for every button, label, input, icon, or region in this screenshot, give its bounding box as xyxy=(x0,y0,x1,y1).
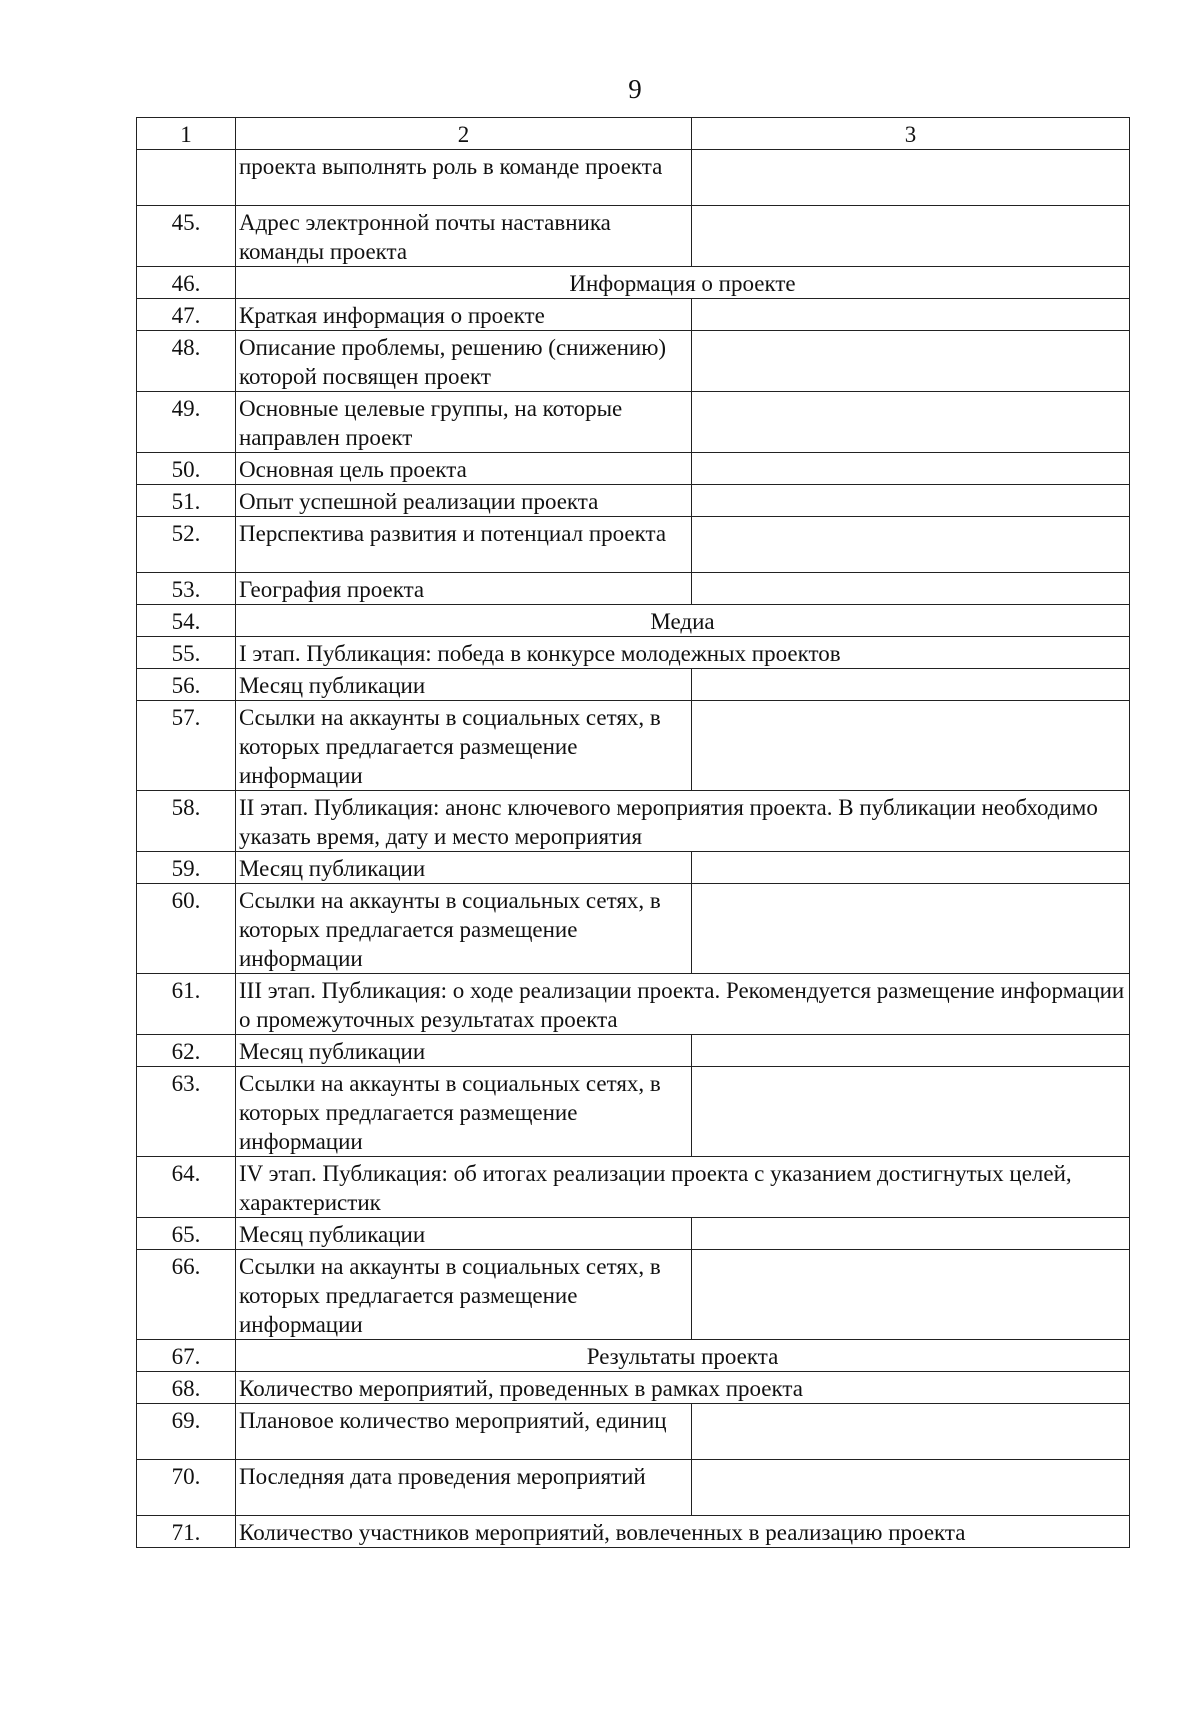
table-row xyxy=(137,1157,1130,1218)
row-number: 53. xyxy=(137,573,236,605)
row-number: 52. xyxy=(137,517,236,573)
row-number: 56. xyxy=(137,669,236,701)
field-value-cell[interactable] xyxy=(692,1067,1130,1157)
table-row xyxy=(137,206,1130,267)
field-value-cell[interactable] xyxy=(692,1250,1130,1340)
table-row xyxy=(137,1372,1130,1404)
field-value-cell[interactable] xyxy=(692,1218,1130,1250)
form-rows xyxy=(137,150,1130,1548)
field-label: Описание проблемы, решению (снижению) которой посвящен проект xyxy=(236,331,692,392)
table-row xyxy=(137,605,1130,637)
row-number: 51. xyxy=(137,485,236,517)
table-row xyxy=(137,1340,1130,1372)
field-value-cell[interactable] xyxy=(692,852,1130,884)
section-heading: Результаты проекта xyxy=(236,1340,1130,1372)
table-row xyxy=(137,517,1130,573)
field-label: Ссылки на аккаунты в социальных сетях, в которых предлагается размещение информации xyxy=(236,1067,692,1157)
row-number: 50. xyxy=(137,453,236,485)
field-label: Месяц публикации xyxy=(236,669,692,701)
row-number: 49. xyxy=(137,392,236,453)
page-number: 9 xyxy=(628,74,642,104)
row-number: 59. xyxy=(137,852,236,884)
table-row xyxy=(137,974,1130,1035)
field-label: Ссылки на аккаунты в социальных сетях, в которых предлагается размещение информации xyxy=(236,1250,692,1340)
field-label: Основные целевые группы, на которые направлен проект xyxy=(236,392,692,453)
column-number-header-row xyxy=(137,118,1130,150)
row-number: 63. xyxy=(137,1067,236,1157)
column-header-2: 2 xyxy=(236,118,692,150)
field-label: Месяц публикации xyxy=(236,1218,692,1250)
row-number: 54. xyxy=(137,605,236,637)
table-row xyxy=(137,299,1130,331)
field-value-cell[interactable] xyxy=(692,669,1130,701)
section-heading: Информация о проекте xyxy=(236,267,1130,299)
field-value-cell[interactable] xyxy=(692,485,1130,517)
row-number: 68. xyxy=(137,1372,236,1404)
field-value-cell[interactable] xyxy=(692,884,1130,974)
field-value-cell[interactable] xyxy=(692,150,1130,206)
stage-description: III этап. Публикация: о ходе реализации проекта. Рекомендуется размещение информации о промежуточных результатах проекта xyxy=(236,974,1130,1035)
table-row xyxy=(137,637,1130,669)
table-row xyxy=(137,485,1130,517)
row-number: 69. xyxy=(137,1404,236,1460)
field-value-cell[interactable] xyxy=(692,573,1130,605)
table-row xyxy=(137,573,1130,605)
row-number: 62. xyxy=(137,1035,236,1067)
field-label: Месяц публикации xyxy=(236,1035,692,1067)
application-form-table xyxy=(136,117,1130,1548)
stage-description: Количество участников мероприятий, вовлеченных в реализацию проекта xyxy=(236,1516,1130,1548)
field-value-cell[interactable] xyxy=(692,331,1130,392)
row-number: 48. xyxy=(137,331,236,392)
row-number: 61. xyxy=(137,974,236,1035)
table-row xyxy=(137,701,1130,791)
field-value-cell[interactable] xyxy=(692,206,1130,267)
table-row xyxy=(137,1067,1130,1157)
stage-description: I этап. Публикация: победа в конкурсе молодежных проектов xyxy=(236,637,1130,669)
row-number: 46. xyxy=(137,267,236,299)
field-value-cell[interactable] xyxy=(692,517,1130,573)
field-value-cell[interactable] xyxy=(692,1404,1130,1460)
field-label: Месяц публикации xyxy=(236,852,692,884)
field-label: Последняя дата проведения мероприятий xyxy=(236,1460,692,1516)
row-number: 71. xyxy=(137,1516,236,1548)
table-row xyxy=(137,331,1130,392)
table-row xyxy=(137,1035,1130,1067)
section-heading: Медиа xyxy=(236,605,1130,637)
table-row xyxy=(137,1250,1130,1340)
field-label: География проекта xyxy=(236,573,692,605)
table-row xyxy=(137,884,1130,974)
table-row xyxy=(137,267,1130,299)
field-value-cell[interactable] xyxy=(692,1035,1130,1067)
field-value-cell[interactable] xyxy=(692,299,1130,331)
stage-description: IV этап. Публикация: об итогах реализации проекта с указанием достигнутых целей, характеристик xyxy=(236,1157,1130,1218)
field-value-cell[interactable] xyxy=(692,701,1130,791)
table-row xyxy=(137,669,1130,701)
column-header-1: 1 xyxy=(137,118,236,150)
table-row xyxy=(137,1516,1130,1548)
stage-description: Количество мероприятий, проведенных в рамках проекта xyxy=(236,1372,1130,1404)
table-row xyxy=(137,392,1130,453)
field-value-cell[interactable] xyxy=(692,1460,1130,1516)
field-label: Краткая информация о проекте xyxy=(236,299,692,331)
field-label: проекта выполнять роль в команде проекта xyxy=(236,150,692,206)
field-label: Ссылки на аккаунты в социальных сетях, в которых предлагается размещение информации xyxy=(236,701,692,791)
field-value-cell[interactable] xyxy=(692,392,1130,453)
column-header-3: 3 xyxy=(692,118,1130,150)
row-number xyxy=(137,150,236,206)
row-number: 55. xyxy=(137,637,236,669)
stage-description: II этап. Публикация: анонс ключевого мероприятия проекта. В публикации необходимо указать время, дату и место мероприятия xyxy=(236,791,1130,852)
field-label: Опыт успешной реализации проекта xyxy=(236,485,692,517)
row-number: 45. xyxy=(137,206,236,267)
row-number: 57. xyxy=(137,701,236,791)
field-value-cell[interactable] xyxy=(692,453,1130,485)
field-label: Перспектива развития и потенциал проекта xyxy=(236,517,692,573)
table-row xyxy=(137,1404,1130,1460)
table-row xyxy=(137,453,1130,485)
row-number: 58. xyxy=(137,791,236,852)
table-row xyxy=(137,150,1130,206)
table-row xyxy=(137,852,1130,884)
field-label: Плановое количество мероприятий, единиц xyxy=(236,1404,692,1460)
field-label: Основная цель проекта xyxy=(236,453,692,485)
row-number: 66. xyxy=(137,1250,236,1340)
field-label: Адрес электронной почты наставника команды проекта xyxy=(236,206,692,267)
row-number: 64. xyxy=(137,1157,236,1218)
row-number: 70. xyxy=(137,1460,236,1516)
row-number: 65. xyxy=(137,1218,236,1250)
row-number: 60. xyxy=(137,884,236,974)
table-row xyxy=(137,791,1130,852)
field-label: Ссылки на аккаунты в социальных сетях, в которых предлагается размещение информации xyxy=(236,884,692,974)
table-row xyxy=(137,1460,1130,1516)
table-row xyxy=(137,1218,1130,1250)
row-number: 47. xyxy=(137,299,236,331)
row-number: 67. xyxy=(137,1340,236,1372)
